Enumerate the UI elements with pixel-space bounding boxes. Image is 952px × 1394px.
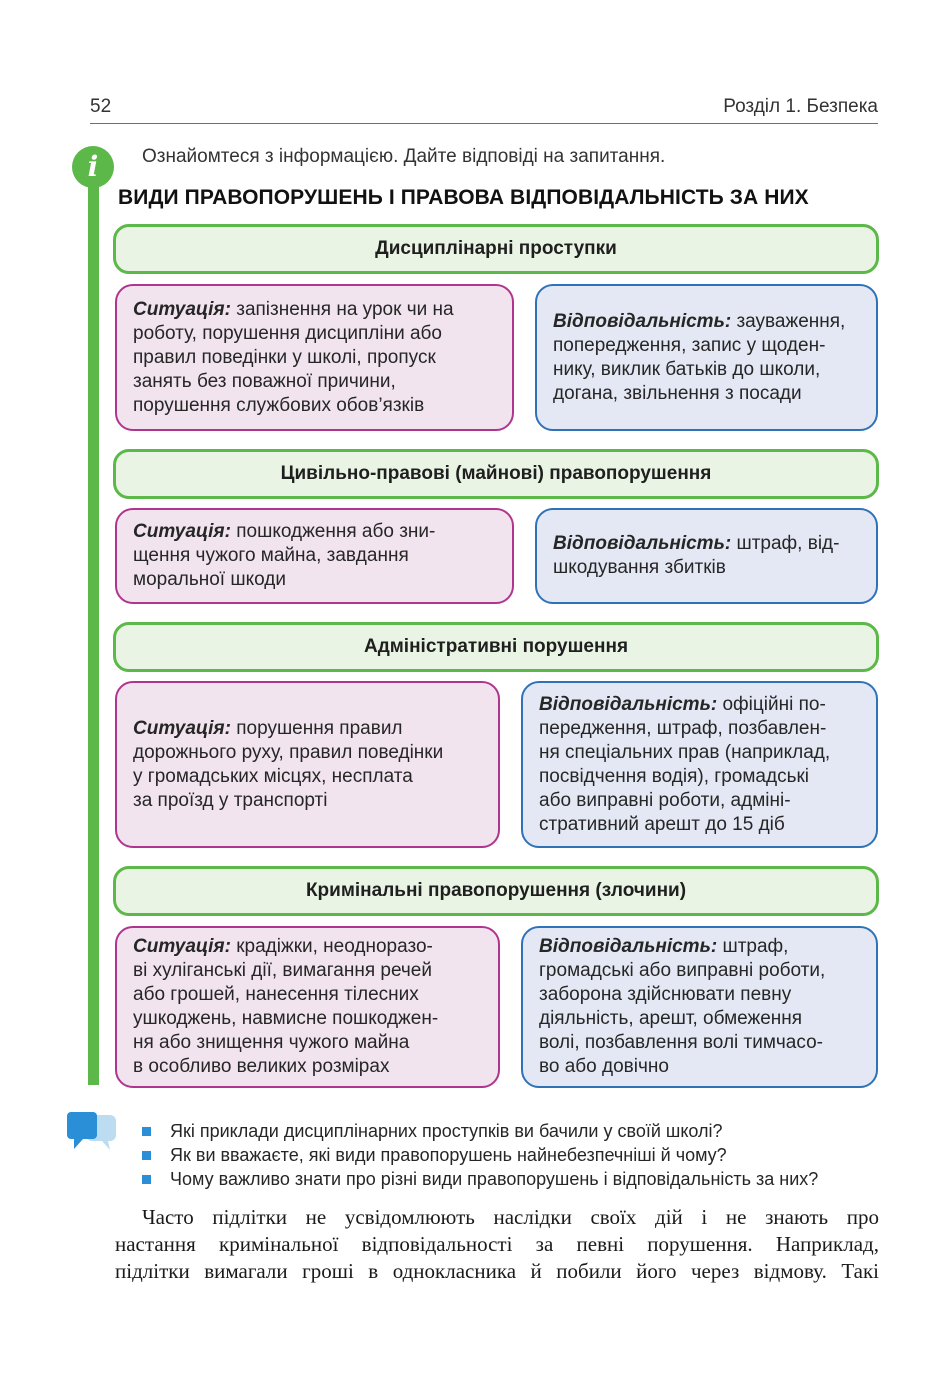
responsibility-label: Відповідальність:	[539, 693, 718, 715]
section-title: Розділ 1. Безпека	[723, 96, 878, 117]
situation-label: Ситуація:	[133, 717, 231, 739]
responsibility-line: догана, звільнення з посади	[553, 382, 802, 404]
responsibility-box-criminal	[521, 926, 878, 1088]
responsibility-box-administrative	[521, 681, 878, 848]
situation-line: або грошей, нанесення тілесних	[133, 984, 419, 1005]
situation-line: ня або знищення чужого майна	[133, 1032, 410, 1053]
page-number: 52	[90, 96, 112, 117]
situation-label: Ситуація:	[133, 521, 231, 542]
situation-box-civil	[115, 508, 514, 604]
responsibility-box-civil	[535, 508, 878, 604]
responsibility-line: нику, виклик батьків до школи,	[553, 358, 821, 380]
situation-line: моральної шкоди	[133, 569, 286, 590]
bullet-square-icon	[142, 1175, 151, 1184]
list-item	[142, 1167, 818, 1191]
responsibility-box-disciplinary	[535, 284, 878, 431]
main-title: ВИДИ ПРАВОПОРУШЕНЬ І ПРАВОВА ВІДПОВІДАЛЬНІСТЬ ЗА НИХ	[118, 186, 809, 209]
responsibility-line: штраф, від-	[731, 533, 840, 554]
responsibility-line: зауваження,	[731, 310, 846, 332]
responsibility-line: попередження, запис у щоден-	[553, 334, 826, 356]
discussion-questions	[142, 1119, 818, 1191]
responsibility-line: заборона здійснювати певну	[539, 984, 792, 1005]
info-sidebar-bar	[88, 183, 99, 1085]
responsibility-line: передження, штраф, позбавлен-	[539, 717, 827, 739]
situation-line: порушення правил	[230, 717, 403, 739]
situation-line: крадіжки, неодноразо-	[230, 936, 433, 957]
list-item	[142, 1143, 818, 1167]
responsibility-line: офіційні по-	[717, 693, 826, 715]
situation-line: у громадських місцях, несплата	[133, 765, 413, 787]
responsibility-label: Відповідальність:	[539, 936, 718, 957]
speech-bubbles-icon	[66, 1112, 118, 1158]
situation-box-administrative	[115, 681, 500, 848]
situation-line: пошкодження або зни-	[230, 521, 436, 542]
responsibility-line: волі, позбавлення волі тимчасо-	[539, 1032, 823, 1053]
list-item	[142, 1119, 818, 1143]
responsibility-line: штраф,	[717, 936, 789, 957]
info-icon: i	[72, 146, 114, 188]
question-text: Які приклади дисциплінарних проступків ви бачили у своїй школі?	[170, 1121, 723, 1141]
responsibility-line: во або довічно	[539, 1056, 669, 1077]
paragraph-line: настання кримінальної відповідальності за певні порушення. Наприклад,	[115, 1232, 879, 1256]
bullet-square-icon	[142, 1151, 151, 1160]
situation-label: Ситуація:	[133, 936, 231, 957]
responsibility-line: посвідчення водія), громадські	[539, 765, 809, 787]
situation-line: ушкоджень, навмисне пошкоджен-	[133, 1008, 439, 1029]
responsibility-line: шкодування збитків	[553, 557, 726, 578]
situation-label: Ситуація:	[133, 298, 231, 320]
responsibility-label: Відповідальність:	[553, 310, 732, 332]
category-header-civil: Цивільно-правові (майнові) правопорушення	[113, 449, 879, 499]
situation-line: щення чужого майна, завдання	[133, 545, 409, 566]
situation-line: запізнення на урок чи на	[230, 298, 454, 320]
bullet-square-icon	[142, 1127, 151, 1136]
category-header-criminal: Кримінальні правопорушення (злочини)	[113, 866, 879, 916]
category-header-disciplinary: Дисциплінарні проступки	[113, 224, 879, 274]
situation-line: дорожнього руху, правил поведінки	[133, 741, 444, 763]
situation-line: правил поведінки у школі, пропуск	[133, 346, 436, 368]
situation-line: порушення службових обов’язків	[133, 394, 425, 416]
body-paragraph	[115, 1204, 879, 1285]
responsibility-label: Відповідальність:	[553, 533, 732, 554]
situation-line: за проїзд у транспорті	[133, 789, 328, 811]
situation-line: роботу, порушення дисципліни або	[133, 322, 443, 344]
situation-box-criminal	[115, 926, 500, 1088]
situation-line: в особливо великих розмірах	[133, 1056, 390, 1077]
responsibility-line: стративний арешт до 15 діб	[539, 813, 785, 835]
responsibility-line: або виправні роботи, адміні-	[539, 789, 791, 811]
situation-box-disciplinary	[115, 284, 514, 431]
responsibility-line: діяльність, арешт, обмеження	[539, 1008, 803, 1029]
question-text: Як ви вважаєте, які види правопорушень найнебезпечніші й чому?	[170, 1145, 727, 1165]
category-header-administrative: Адміністративні порушення	[113, 622, 879, 672]
page-header	[90, 96, 878, 124]
situation-line: занять без поважної причини,	[133, 370, 396, 392]
paragraph-line: підлітки вимагали гроші в однокласника й побили його через відмову. Такі	[115, 1259, 879, 1283]
paragraph-line: Часто підлітки не усвідомлюють наслідки своїх дій і не знають про	[142, 1205, 879, 1229]
responsibility-line: ня спеціальних прав (наприклад,	[539, 741, 831, 763]
situation-line: ві хуліганські дії, вимагання речей	[133, 960, 432, 981]
responsibility-line: громадські або виправні роботи,	[539, 960, 826, 981]
question-text: Чому важливо знати про різні види правопорушень і відповідальність за них?	[170, 1169, 819, 1189]
intro-instruction: Ознайомтеся з інформацією. Дайте відповіді на запитання.	[142, 146, 666, 167]
